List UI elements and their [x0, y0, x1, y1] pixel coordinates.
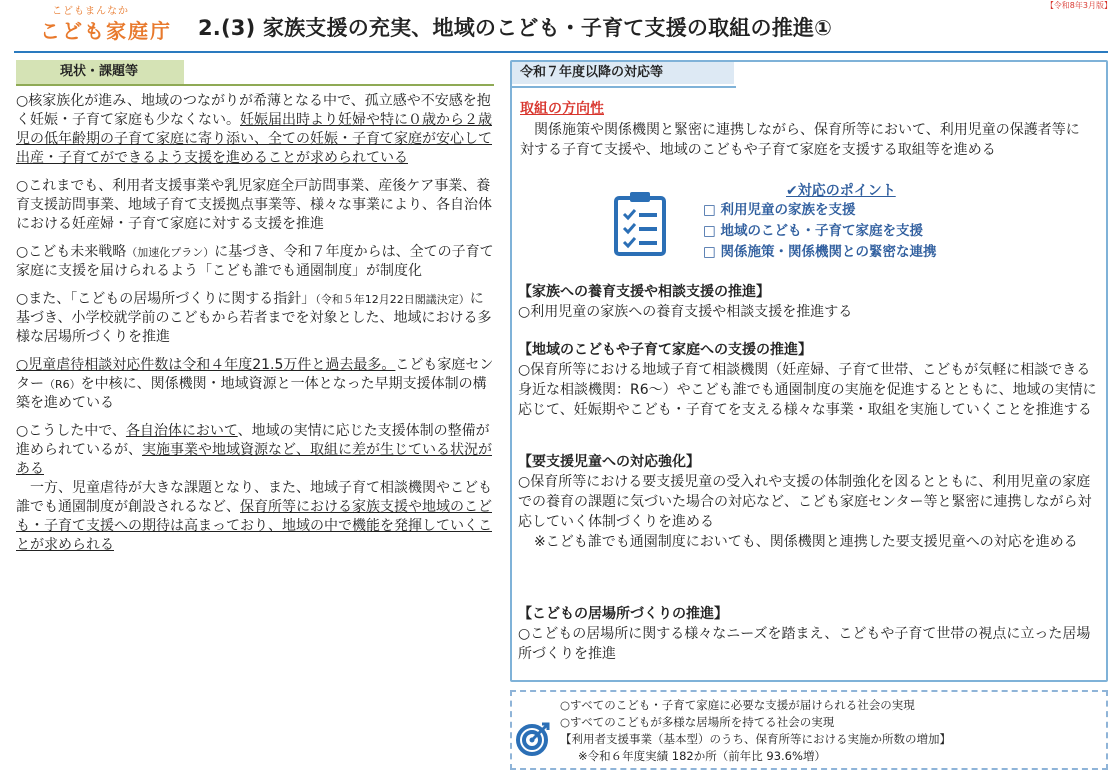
section-body: ○こどもの居場所に関する様々なニーズを踏まえ、こどもや子育て世帯の視点に立った居場所づくりを推進 [518, 626, 1091, 662]
goals-list [560, 697, 951, 765]
issue-text: 、地域の実情に応じた支援体制の整備が進められているが、 [16, 423, 490, 458]
issue-note: （R6） [44, 378, 81, 391]
issue-text: ○また、「こどもの居場所づくりに関する指針」 [16, 291, 316, 307]
response-header [510, 60, 736, 88]
issue-emphasis: ○児童虐待相談対応件数は令和４年度21.5万件と過去最多。 [16, 357, 396, 373]
issue-text: ○こども未来戦略 [16, 244, 127, 260]
direction-text: 関係施策や関係機関と緊密に連携しながら、保育所等において、利用児童の保護者等に対する子育て支援や、地域のこどもや子育て家庭を支援する取組等を進める [520, 122, 1080, 158]
direction-title: 取組の方向性 [520, 101, 604, 117]
logo [20, 2, 170, 48]
issue-emphasis: 保育所等における家族支援や地域のこども・子育て支援への期待は高まっており、地域の中で機能を発揮していくことが求められる [16, 499, 492, 553]
issue-item [16, 92, 496, 168]
issue-item [16, 177, 496, 234]
issue-note: （令和５年12月22日閣議決定） [315, 293, 470, 306]
section-note: ※こども誰でも通園制度においても、関係機関と連携した要支援児童への対応を進める [534, 534, 1078, 550]
issue-item [16, 243, 496, 281]
current-issues-header [16, 58, 494, 86]
section-body: ○保育所等における要支援児童の受入れや支援の体制強化を図るとともに、利用児童の家庭での養育の課題に気づいた場合の対応など、こども家庭センター等と緊密に連携しながら対応していく体制づくりを進める [518, 474, 1092, 530]
section-heading: 【家族への養育支援や相談支援の推進】 [518, 284, 770, 300]
key-points-title: ✔対応のポイント [786, 183, 896, 199]
current-issues-list [16, 92, 496, 564]
target-icon [516, 720, 552, 756]
section-places-for-children [518, 604, 1100, 664]
clipboard-checklist-icon [612, 190, 668, 256]
issue-text: ○核家族化が進み、地域のつながりが希薄となる中で、孤立感や不安感を抱く妊娠・子育て家庭も少なくない。 [16, 93, 491, 128]
logo-tagline: こどもまんなか [52, 6, 129, 17]
issue-text: 一方、児童虐待が大きな課題となり、また、地域子育て相談機関やこども誰でも通園制度が創設されるなど、 [16, 480, 492, 515]
issue-text: を中核に、関係機関・地域資源と一体となった早期支援体制の構築を進めている [16, 376, 487, 411]
issue-item [16, 290, 496, 347]
issue-text: ○これまでも、利用者支援事業や乳児家庭全戸訪問事業、産後ケア事業、養育支援訪問事業、地域子育て支援拠点事業等、様々な事業により、各自治体における妊産婦・子育て家庭に対する支援を推進 [16, 178, 492, 232]
section-family-support [518, 282, 1100, 322]
key-points-list [703, 200, 936, 263]
goal-line: ○すべてのこどもが多様な居場所を持てる社会の実現 [560, 715, 835, 729]
issue-text: ○こうした中で、 [16, 423, 126, 439]
section-at-risk-children [518, 452, 1100, 552]
issue-emphasis: 妊娠届出時より妊婦や特に０歳から２歳児の低年齢期の子育て家庭に寄り添い、全ての妊娠・子育て家庭が安心して出産・子育てができるよう支援を進めることが求められている [16, 112, 492, 166]
section-body: ○保育所等における地域子育て相談機関（妊産婦、子育て世帯、こどもが気軽に相談できる身近な相談機関：R6～）やこども誰でも通園制度の実施を促進するとともに、地域の実情に応じて、妊娠期やこども・子育てを支える様々な事業・取組を実施していくことを推進する [518, 362, 1097, 418]
goal-metric: ※令和６年度実績 182か所（前年比 93.6%増） [578, 749, 826, 763]
key-point: □ 関係施策・関係機関との緊密な連携 [703, 244, 937, 260]
current-issues-heading: 現状・課題等 [16, 60, 184, 84]
issue-item [16, 356, 496, 413]
issue-text: に基づき、小学校就学前のこどもから若者までを対象とした、地域における多様な居場所づくりを推進 [16, 291, 492, 345]
logo-wordmark: こども家庭庁 [40, 19, 172, 43]
key-point: □ 地域のこども・子育て家庭を支援 [703, 223, 923, 239]
goal-line: 【利用者支援事業（基本型）のうち、保育所等における実施か所数の増加】 [560, 732, 951, 746]
issue-text: に基づき、令和７年度からは、全ての子育て家庭に支援を届けられるよう「こども誰でも通園制度」が制度化 [16, 244, 494, 279]
section-heading: 【要支援児童への対応強化】 [518, 454, 700, 470]
response-heading: 令和７年度以降の対応等 [512, 62, 734, 84]
issue-item [16, 422, 496, 555]
issue-text: こども家庭センター [16, 357, 494, 392]
section-community-support [518, 340, 1100, 420]
issue-emphasis: 実施事業や地域資源など、取組に差が生じている状況がある [16, 442, 492, 477]
goal-line: ○すべてのこども・子育て家庭に必要な支援が届けられる社会の実現 [560, 698, 915, 712]
section-heading: 【こどもの居場所づくりの推進】 [518, 606, 728, 622]
page-title: 2.(3) 家族支援の充実、地域のこども・子育て支援の取組の推進① [198, 16, 833, 40]
section-body: ○利用児童の家族への養育支援や相談支援を推進する [518, 304, 853, 320]
section-heading: 【地域のこどもや子育て家庭への支援の推進】 [518, 342, 812, 358]
issue-note: （加速化プラン） [126, 246, 215, 259]
issue-emphasis: 各自治体において [125, 423, 238, 439]
key-point: □ 利用児童の家族を支援 [703, 202, 856, 218]
title-divider [14, 51, 1108, 53]
version-tag: 【令和8年3月版】 [1045, 1, 1112, 10]
